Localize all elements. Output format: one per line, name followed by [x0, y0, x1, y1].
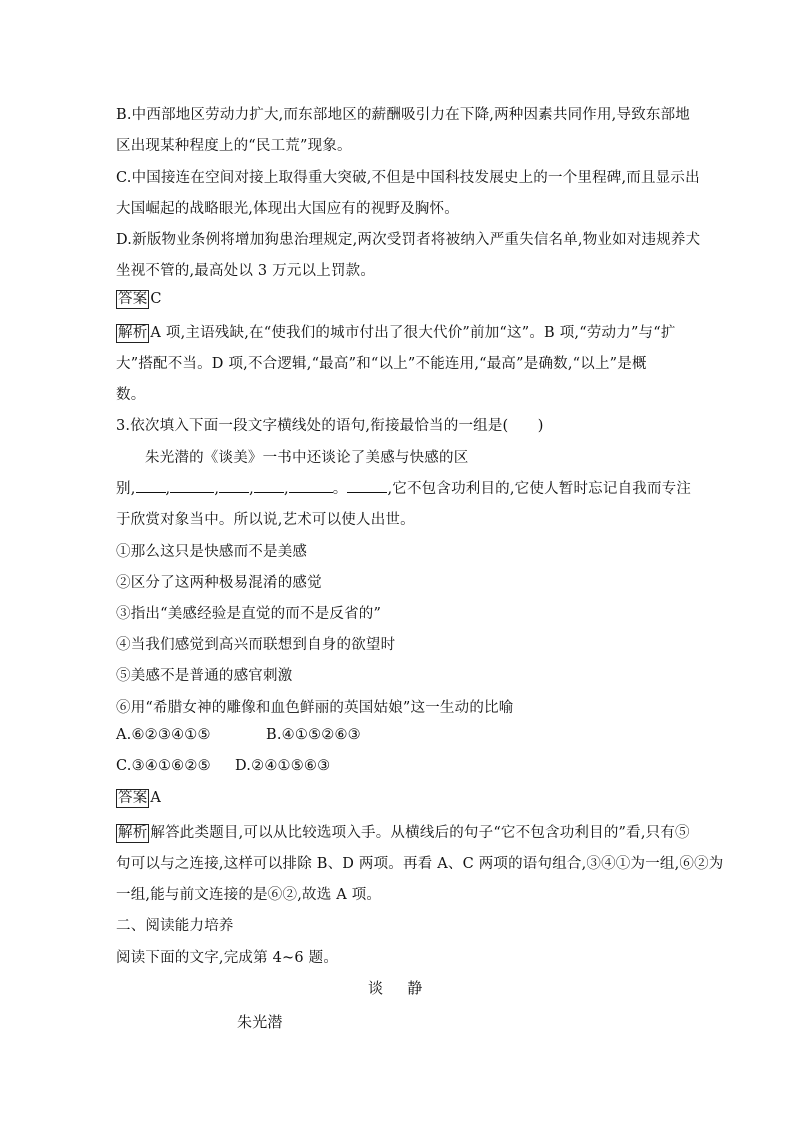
q3-analysis-line-1 — [116, 821, 690, 843]
option-d-line-1: D.新版物业条例将增加狗患治理规定,两次受罚者将被纳入严重失信名单,物业如对违规养犬 — [116, 232, 701, 248]
answer-value: A — [150, 790, 162, 806]
analysis-text: 解答此类题目,可以从比较选项入手。从横线后的句子“它不包含功利目的”看,只有⑤ — [150, 825, 690, 841]
q3-choices-row-2 — [116, 758, 330, 774]
q3-stem: 3.依次填入下面一段文字横线处的语句,衔接最恰当的一组是( ) — [116, 418, 544, 434]
q3-analysis-line-3: 一组,能与前文连接的是⑥②,故选 A 项。 — [116, 887, 382, 903]
q2-analysis-line-1 — [116, 321, 676, 343]
answer-blank[interactable] — [289, 478, 333, 493]
q2-analysis-line-3: 数。 — [116, 387, 146, 403]
answer-blank[interactable] — [219, 478, 249, 493]
q3-passage-line-3: 于欣赏对象当中。所以说,艺术可以使人出世。 — [116, 512, 415, 528]
answer-tag: 答案 — [118, 291, 148, 307]
q3-item: ⑥用“希腊女神的雕像和血色鲜丽的英国姑娘”这一生动的比喻 — [116, 700, 514, 716]
choice-c: C.③④①⑥②⑤ — [116, 758, 211, 774]
option-c-line-1: C.中国接连在空间对接上取得重大突破,不但是中国科技发展史上的一个里程碑,而且显示出 — [116, 170, 700, 186]
choice-d: D.②④①⑤⑥③ — [235, 758, 331, 774]
q3-item: ④当我们感觉到高兴而联想到自身的欲望时 — [116, 637, 396, 653]
answer-blank[interactable] — [347, 478, 387, 493]
q3-choices-row-1 — [116, 727, 361, 743]
choice-b: B.④①⑤②⑥③ — [266, 727, 361, 743]
analysis-tag: 解析 — [118, 325, 148, 341]
option-d-line-2: 坐视不管的,最高处以 3 万元以上罚款。 — [116, 263, 376, 279]
q3-item: ②区分了这两种极易混淆的感觉 — [116, 575, 322, 591]
q3-passage-line-1: 朱光潜的《谈美》一书中还谈论了美感与快感的区 — [145, 450, 469, 466]
q3-analysis-line-2: 句可以与之连接,这样可以排除 B、D 两项。再看 A、C 两项的语句组合,③④①为一组,⑥②为 — [116, 856, 724, 872]
answer-blank[interactable] — [136, 478, 166, 493]
q3-answer — [116, 789, 161, 808]
section-heading: 二、阅读能力培养 — [116, 918, 234, 934]
article-author: 朱光潜 — [237, 1013, 283, 1031]
answer-tag: 答案 — [118, 790, 148, 806]
q3-passage-line-2: 别, , , , , 。 ,它不包含功利目的,它使人暂时忘记自我而专注 — [116, 477, 691, 498]
analysis-text: A 项,主语残缺,在“使我们的城市付出了很大代价”前加“这”。B 项,“劳动力”与“扩 — [150, 325, 676, 341]
answer-value: C — [150, 291, 162, 307]
q3-item: ③指出“美感经验是直觉的而不是反省的” — [116, 606, 382, 622]
article-title: 谈 静 — [368, 979, 423, 997]
q2-answer — [116, 290, 162, 309]
option-b-line-1: B.中西部地区劳动力扩大,而东部地区的薪酬吸引力在下降,两种因素共同作用,导致东部地 — [116, 107, 690, 123]
q3-item: ⑤美感不是普通的感官刺激 — [116, 668, 293, 684]
option-c-line-2: 大国崛起的战略眼光,体现出大国应有的视野及胸怀。 — [116, 201, 459, 217]
section-instruction: 阅读下面的文字,完成第 4~6 题。 — [116, 950, 339, 966]
answer-blank[interactable] — [254, 478, 284, 493]
analysis-tag: 解析 — [118, 825, 148, 841]
q2-analysis-line-2: 大”搭配不当。D 项,不合逻辑,“最高”和“以上”不能连用,“最高”是确数,“以上”是概 — [116, 356, 647, 372]
option-b-line-2: 区出现某种程度上的“民工荒”现象。 — [116, 138, 352, 154]
q3-item: ①那么这只是快感而不是美感 — [116, 544, 308, 560]
answer-blank[interactable] — [170, 478, 214, 493]
choice-a: A.⑥②③④①⑤ — [116, 727, 211, 743]
